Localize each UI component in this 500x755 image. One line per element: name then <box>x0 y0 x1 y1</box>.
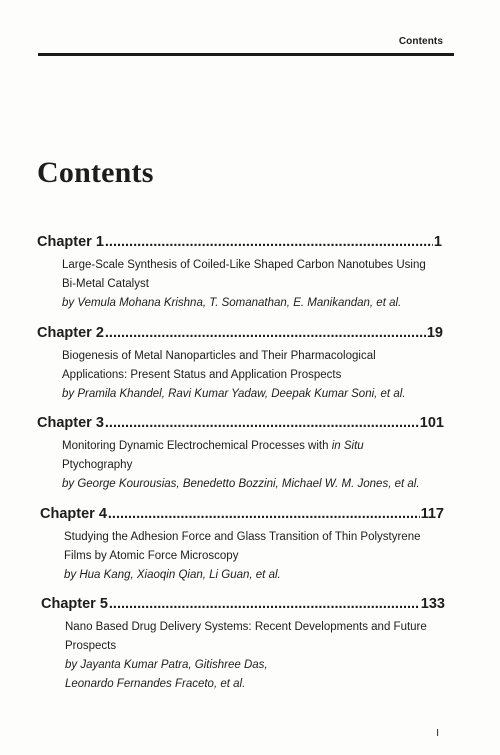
chapter-authors: by Vemula Mohana Krishna, T. Somanathan, E. Manikandan, et al. <box>62 297 402 309</box>
chapter-page-number: 19 <box>426 325 443 341</box>
chapter-label: Chapter 2 <box>37 325 104 341</box>
chapter-label: Chapter 4 <box>40 506 107 522</box>
chapter-page-number: 1 <box>433 234 442 250</box>
chapter-page-number: 101 <box>419 415 444 431</box>
chapter-details <box>64 528 421 585</box>
dot-leader <box>105 325 426 341</box>
chapter-authors: by George Kourousias, Benedetto Bozzini, Michael W. M. Jones, et al. <box>62 478 420 490</box>
chapter-details <box>62 437 420 494</box>
page-number: I <box>436 728 439 739</box>
chapter-title-line: Biogenesis of Metal Nanoparticles and Their Pharmacological <box>62 350 376 362</box>
dot-leader <box>109 596 420 612</box>
chapter-authors: by Hua Kang, Xiaoqin Qian, Li Guan, et al. <box>64 569 281 581</box>
header-rule <box>38 53 454 56</box>
chapter-title-line: Films by Atomic Force Microscopy <box>64 550 239 562</box>
chapter-label: Chapter 5 <box>41 596 108 612</box>
chapter-title-line: Applications: Present Status and Application Prospects <box>62 369 342 381</box>
chapter-details <box>62 256 426 313</box>
chapter-title-line: Ptychography <box>62 459 133 471</box>
chapter-title-line <box>62 437 420 456</box>
chapter-title-line: Large-Scale Synthesis of Coiled-Like Shaped Carbon Nanotubes Using <box>62 259 426 271</box>
chapter-authors: Leonardo Fernandes Fraceto, et al. <box>65 678 246 690</box>
chapter-title-text: Monitoring Dynamic Electrochemical Processes with <box>62 440 332 452</box>
chapter-heading-line[interactable] <box>41 596 445 616</box>
running-head: Contents <box>398 36 443 47</box>
chapter-title-line: Bi-Metal Catalyst <box>62 278 149 290</box>
chapter-label: Chapter 3 <box>37 415 104 431</box>
chapter-title-line: Studying the Adhesion Force and Glass Transition of Thin Polystyrene <box>64 531 421 543</box>
chapter-heading-line[interactable] <box>37 234 442 254</box>
chapter-page-number: 133 <box>420 596 445 612</box>
chapter-title-line: Prospects <box>65 640 117 652</box>
chapter-details <box>62 347 405 404</box>
page-title: Contents <box>37 156 154 189</box>
chapter-title-italic: in Situ <box>331 440 364 452</box>
chapter-details <box>65 618 427 694</box>
dot-leader <box>105 234 433 250</box>
chapter-label: Chapter 1 <box>37 234 104 250</box>
chapter-heading-line[interactable] <box>37 325 443 345</box>
chapter-authors: by Pramila Khandel, Ravi Kumar Yadaw, Deepak Kumar Soni, et al. <box>62 388 406 400</box>
dot-leader <box>108 506 420 522</box>
chapter-title-line: Nano Based Drug Delivery Systems: Recent Developments and Future <box>65 621 427 633</box>
dot-leader <box>105 415 419 431</box>
chapter-heading-line[interactable] <box>37 415 444 435</box>
chapter-heading-line[interactable] <box>40 506 444 526</box>
chapter-authors: by Jayanta Kumar Patra, Gitishree Das, <box>65 659 268 671</box>
chapter-page-number: 117 <box>420 506 444 522</box>
